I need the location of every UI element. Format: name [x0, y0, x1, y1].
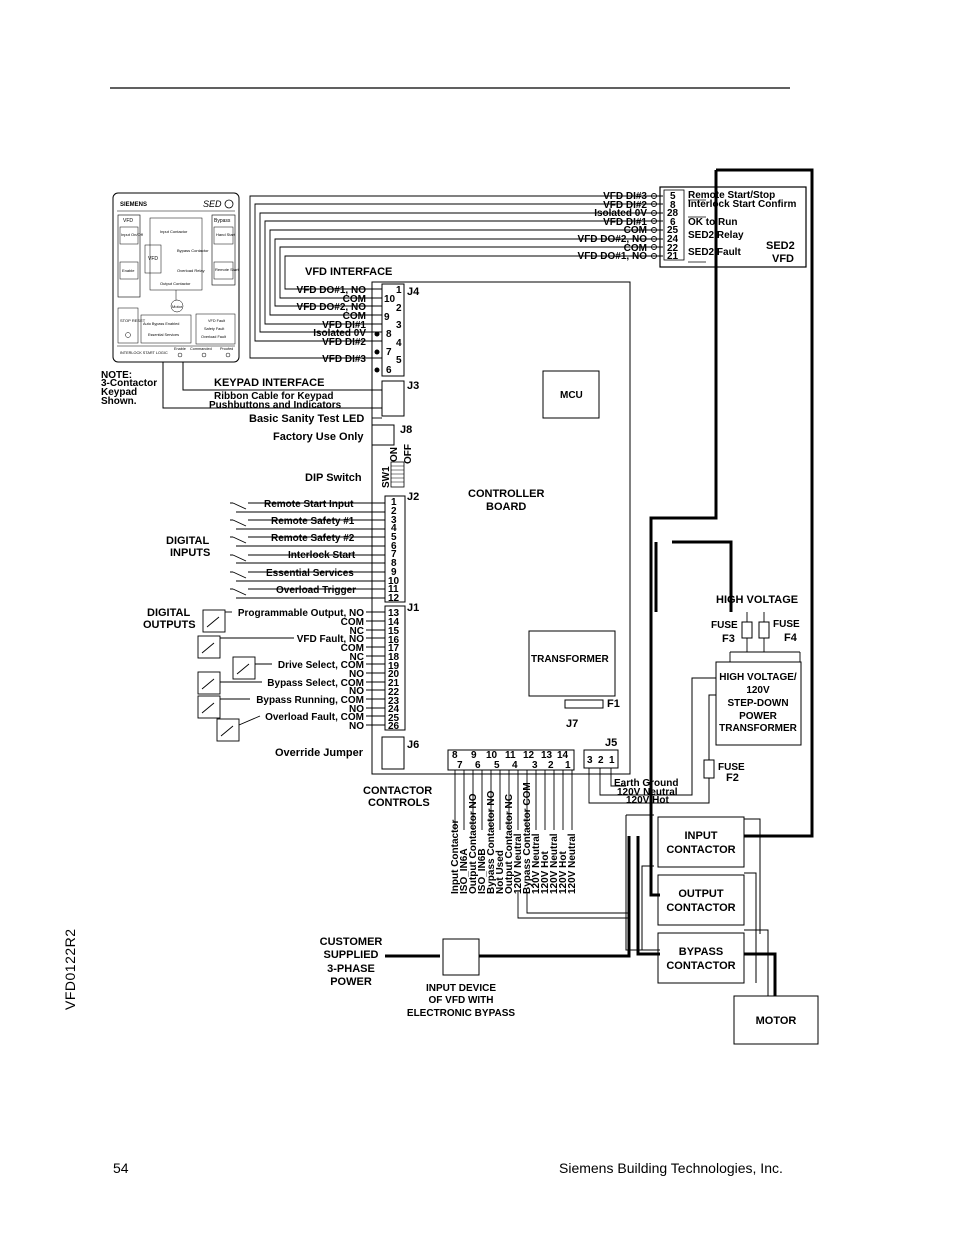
- svg-text:Drive Select, COM: Drive Select, COM: [277, 660, 364, 671]
- svg-text:8: 8: [386, 329, 392, 340]
- svg-text:Remote Safety #2: Remote Safety #2: [271, 533, 355, 544]
- svg-text:COM: COM: [340, 617, 364, 628]
- svg-text:OK to Run: OK to Run: [688, 217, 738, 228]
- keypad-vfd-fault: VFD Fault: [208, 319, 226, 323]
- svg-text:2: 2: [598, 755, 604, 766]
- svg-text:Interlock Start: Interlock Start: [288, 550, 356, 561]
- svg-text:POWER: POWER: [739, 711, 777, 722]
- svg-text:9: 9: [471, 750, 477, 761]
- svg-text:SED2 Fault: SED2 Fault: [688, 247, 741, 258]
- svg-text:DIGITAL: DIGITAL: [166, 535, 210, 547]
- svg-text:F3: F3: [722, 633, 735, 645]
- svg-text:11: 11: [388, 584, 399, 595]
- output-contactor: [658, 875, 744, 925]
- keypad-led-enable: Enable: [174, 347, 186, 351]
- contactor-controls-title: [363, 785, 432, 809]
- svg-text:1: 1: [391, 497, 397, 508]
- svg-text:NO: NO: [349, 669, 364, 680]
- svg-text:Remote Start Input: Remote Start Input: [264, 499, 354, 510]
- svg-text:VFD DI#1: VFD DI#1: [603, 217, 647, 228]
- input-device: [443, 939, 479, 975]
- contactor-control-labels: [450, 782, 578, 894]
- svg-text:Interlock Start Confirm: Interlock Start Confirm: [688, 199, 797, 210]
- svg-text:120V Neutral: 120V Neutral: [531, 833, 542, 894]
- svg-text:21: 21: [667, 251, 679, 262]
- svg-text:ISO_IN6B: ISO_IN6B: [477, 848, 488, 894]
- keypad-input-onoff: Input On/Off: [121, 232, 143, 237]
- svg-text:Isolated 0V: Isolated 0V: [313, 328, 366, 339]
- vfd-interface-title: VFD INTERFACE: [305, 266, 393, 278]
- svg-text:8: 8: [391, 558, 397, 569]
- svg-text:7: 7: [457, 760, 463, 771]
- bypass-contactor: [658, 933, 744, 983]
- controller-board-subtitle: BOARD: [486, 501, 527, 513]
- keypad-brand: SIEMENS: [120, 202, 148, 208]
- svg-text:4: 4: [512, 760, 518, 771]
- keypad-interface-sub1: Ribbon Cable for Keypad: [214, 391, 334, 402]
- keypad-illustration: [113, 193, 239, 362]
- svg-text:INPUTS: INPUTS: [170, 547, 211, 559]
- svg-text:28: 28: [667, 208, 679, 219]
- svg-text:VFD Fault, NO: VFD Fault, NO: [296, 634, 364, 645]
- svg-text:Keypad: Keypad: [101, 387, 138, 398]
- svg-text:POWER: POWER: [330, 976, 372, 988]
- j5-labels: [614, 778, 678, 806]
- svg-text:OF VFD WITH: OF VFD WITH: [428, 995, 494, 1006]
- svg-text:VFD DI#1: VFD DI#1: [322, 320, 366, 331]
- svg-text:12: 12: [523, 750, 535, 761]
- keypad-vfd-label: VFD: [123, 218, 133, 224]
- j2-label: J2: [407, 491, 420, 503]
- svg-text:8: 8: [452, 750, 458, 761]
- customer-power-label: [320, 936, 383, 988]
- svg-text:Bypass Contactor COM: Bypass Contactor COM: [522, 782, 533, 894]
- keypad-vfd-box: VFD: [148, 256, 158, 262]
- svg-text:INPUT: INPUT: [684, 830, 718, 842]
- svg-text:COM: COM: [342, 311, 366, 322]
- keypad-hand-start: Hand Start: [216, 232, 236, 237]
- svg-text:6: 6: [391, 541, 397, 552]
- svg-text:ON: ON: [389, 447, 400, 462]
- svg-text:2: 2: [391, 506, 397, 517]
- svg-text:Input Contactor: Input Contactor: [450, 819, 461, 894]
- svg-text:Remote Safety #1: Remote Safety #1: [271, 516, 355, 527]
- svg-text:3-Contactor: 3-Contactor: [101, 378, 158, 389]
- svg-text:13: 13: [541, 750, 553, 761]
- svg-text:FUSE: FUSE: [773, 619, 800, 630]
- j6-label: J6: [407, 739, 420, 751]
- svg-text:21: 21: [388, 678, 400, 689]
- mcu-label: MCU: [560, 390, 583, 401]
- sed-logo-icon: [225, 200, 233, 208]
- keypad-remote-start: Remote Start: [215, 267, 239, 272]
- keypad-essential-services: Essential Services: [148, 333, 180, 337]
- svg-text:NOTE:: NOTE:: [101, 370, 133, 381]
- svg-text:10: 10: [388, 576, 400, 587]
- sed2-title: SED2: [766, 240, 795, 252]
- svg-text:COM: COM: [340, 643, 364, 654]
- svg-text:12: 12: [388, 593, 400, 604]
- svg-text:23: 23: [388, 696, 400, 707]
- j8-label: J8: [400, 424, 413, 436]
- fuse-f3: [711, 612, 752, 652]
- svg-text:5: 5: [391, 532, 397, 543]
- svg-text:Not Used: Not Used: [495, 850, 506, 894]
- svg-text:22: 22: [667, 243, 679, 254]
- svg-text:4: 4: [396, 338, 402, 349]
- svg-text:26: 26: [388, 721, 400, 732]
- keypad-output-contactor: Output Contactor: [160, 281, 191, 286]
- company-name: Siemens Building Technologies, Inc.: [559, 1160, 783, 1176]
- svg-text:Earth Ground: Earth Ground: [614, 778, 679, 789]
- svg-text:19: 19: [388, 661, 400, 672]
- svg-text:120V Neutral: 120V Neutral: [567, 833, 578, 894]
- svg-text:VFD DI#2: VFD DI#2: [603, 200, 647, 211]
- svg-text:2: 2: [548, 760, 554, 771]
- svg-text:Output Contactor NO: Output Contactor NO: [468, 793, 479, 894]
- svg-text:MOTOR: MOTOR: [755, 1015, 797, 1027]
- dip-switch: [381, 444, 414, 488]
- svg-text:Bypass Contactor NO: Bypass Contactor NO: [486, 790, 497, 894]
- j3-label: J3: [407, 380, 420, 392]
- keypad-overload-relay: Overload Relay: [177, 268, 205, 273]
- svg-text:5: 5: [670, 191, 676, 202]
- svg-text:VFD DI#3: VFD DI#3: [603, 191, 647, 202]
- svg-text:VFD DO#2, NO: VFD DO#2, NO: [577, 234, 647, 245]
- keypad-logo: SED: [203, 199, 222, 209]
- svg-text:VFD DO#1, NO: VFD DO#1, NO: [296, 285, 366, 296]
- svg-text:VFD DO#1, NO: VFD DO#1, NO: [577, 251, 647, 262]
- input-device-label: [407, 983, 515, 1019]
- basic-sanity-label: Basic Sanity Test LED: [249, 413, 365, 425]
- svg-text:1: 1: [396, 285, 402, 296]
- svg-text:24: 24: [667, 234, 679, 245]
- svg-text:4: 4: [391, 523, 397, 534]
- factory-use-label: Factory Use Only: [273, 431, 364, 443]
- digital-outputs-title: [143, 607, 196, 631]
- svg-text:CUSTOMER: CUSTOMER: [319, 936, 383, 948]
- keypad-stop-reset: STOP RESET: [120, 318, 146, 323]
- svg-text:9: 9: [384, 312, 390, 323]
- svg-text:Essential Services: Essential Services: [266, 568, 354, 579]
- j5-terminal-block: [584, 737, 618, 768]
- svg-text:HIGH VOLTAGE/: HIGH VOLTAGE/: [719, 672, 797, 683]
- keypad-safety-fault: Safety Fault: [204, 327, 225, 331]
- svg-text:CONTACTOR: CONTACTOR: [363, 785, 433, 797]
- svg-text:3: 3: [391, 515, 397, 526]
- dip-switch-label: DIP Switch: [305, 472, 362, 484]
- svg-text:5: 5: [494, 760, 500, 771]
- keypad-auto-bypass: Auto Bypass Enabled: [143, 322, 180, 326]
- fuse-f4: [759, 612, 800, 652]
- svg-text:OFF: OFF: [403, 444, 414, 464]
- svg-text:CONTACTOR: CONTACTOR: [666, 844, 736, 856]
- svg-text:120V Neutral: 120V Neutral: [549, 833, 560, 894]
- svg-text:8: 8: [670, 200, 676, 211]
- svg-text:Remote Start/Stop: Remote Start/Stop: [688, 190, 776, 201]
- high-voltage-title: HIGH VOLTAGE: [716, 594, 799, 606]
- svg-text:VFD DI#3: VFD DI#3: [322, 354, 366, 365]
- svg-text:NC: NC: [349, 652, 364, 663]
- svg-text:VFD DO#2, NO: VFD DO#2, NO: [296, 302, 366, 313]
- j3-connector: [382, 381, 404, 416]
- j8-connector: [372, 425, 394, 445]
- board-transformer-label: TRANSFORMER: [531, 654, 609, 665]
- keypad-interface-sub2: Pushbuttons and Indicators: [209, 400, 342, 411]
- controller-board-title: CONTROLLER: [468, 488, 545, 500]
- svg-text:Shown.: Shown.: [101, 396, 137, 407]
- svg-text:FUSE: FUSE: [711, 620, 738, 631]
- digital-output-labels: [238, 608, 364, 732]
- keypad-overload-fault: Overload Fault: [201, 335, 226, 339]
- svg-text:7: 7: [386, 347, 392, 358]
- svg-text:24: 24: [388, 704, 400, 715]
- svg-text:1: 1: [609, 755, 615, 766]
- override-jumper-label: Override Jumper: [275, 747, 364, 759]
- svg-text:25: 25: [388, 713, 400, 724]
- fuse-f2: [704, 760, 745, 784]
- sed2-left-labels: [578, 191, 648, 262]
- svg-text:CONTACTOR: CONTACTOR: [666, 960, 736, 972]
- svg-text:120V Hot: 120V Hot: [558, 851, 569, 894]
- svg-text:3: 3: [587, 755, 593, 766]
- digital-inputs-title: [166, 535, 210, 559]
- svg-text:DIGITAL: DIGITAL: [147, 607, 191, 619]
- svg-text:FUSE: FUSE: [718, 762, 745, 773]
- svg-text:13: 13: [388, 608, 400, 619]
- svg-text:SED2 Relay: SED2 Relay: [688, 230, 744, 241]
- svg-text:Output Contactor NC: Output Contactor NC: [504, 794, 515, 894]
- svg-text:Overload Trigger: Overload Trigger: [276, 585, 357, 596]
- svg-text:NO: NO: [349, 721, 364, 732]
- svg-text:SUPPLIED: SUPPLIED: [323, 949, 379, 961]
- svg-text:NO: NO: [349, 704, 364, 715]
- svg-text:25: 25: [667, 225, 679, 236]
- svg-text:14: 14: [388, 617, 400, 628]
- svg-text:COM: COM: [623, 225, 647, 236]
- sed2-vfd: [578, 187, 806, 267]
- f1-fuse: [565, 700, 603, 708]
- svg-text:OUTPUTS: OUTPUTS: [143, 619, 196, 631]
- svg-text:CONTACTOR: CONTACTOR: [666, 902, 736, 914]
- svg-text:20: 20: [388, 669, 400, 680]
- svg-text:COM: COM: [623, 243, 647, 254]
- svg-text:NO: NO: [349, 686, 364, 697]
- svg-text:10: 10: [384, 294, 396, 305]
- svg-text:3: 3: [396, 320, 402, 331]
- hv-transformer-label: [719, 672, 798, 734]
- j5-label: J5: [605, 737, 618, 749]
- svg-text:STEP-DOWN: STEP-DOWN: [727, 698, 789, 709]
- j4-label: J4: [407, 286, 420, 298]
- input-contactor: [658, 817, 744, 867]
- svg-text:7: 7: [391, 549, 397, 560]
- svg-text:SW1: SW1: [381, 466, 392, 488]
- svg-text:16: 16: [388, 635, 400, 646]
- j1-terminal-block: [385, 602, 419, 732]
- keypad-input-contactor: Input Contactor: [160, 229, 188, 234]
- svg-text:120V Neutral: 120V Neutral: [617, 787, 678, 798]
- svg-text:BYPASS: BYPASS: [678, 946, 724, 958]
- svg-text:COM: COM: [342, 294, 366, 305]
- svg-text:120V Neutral: 120V Neutral: [513, 833, 524, 894]
- keypad-interface-title: KEYPAD INTERFACE: [214, 377, 325, 389]
- svg-text:CONTROLS: CONTROLS: [368, 797, 430, 809]
- svg-text:6: 6: [670, 217, 676, 228]
- keypad-bypass-label: Bypass: [214, 218, 231, 224]
- svg-text:10: 10: [486, 750, 498, 761]
- svg-text:120V Hot: 120V Hot: [626, 795, 669, 806]
- keypad-motor: Motor: [172, 304, 183, 309]
- svg-text:OUTPUT: OUTPUT: [678, 888, 724, 900]
- svg-text:ISO_IN6A: ISO_IN6A: [459, 848, 470, 894]
- svg-text:9: 9: [391, 567, 397, 578]
- keypad-interlock-logic: INTERLOCK START LOGIC: [120, 351, 168, 355]
- svg-text:17: 17: [388, 643, 400, 654]
- motor: [734, 996, 818, 1044]
- page-number: 54: [113, 1160, 129, 1176]
- svg-text:INPUT DEVICE: INPUT DEVICE: [425, 983, 497, 994]
- svg-text:Programmable Output, NO: Programmable Output, NO: [237, 608, 364, 619]
- svg-text:11: 11: [505, 750, 516, 761]
- svg-text:15: 15: [388, 626, 400, 637]
- keypad-enable: Enable: [122, 268, 135, 273]
- svg-text:3-PHASE: 3-PHASE: [327, 963, 375, 975]
- j7-label: J7: [566, 718, 579, 730]
- svg-text:6: 6: [475, 760, 481, 771]
- svg-text:2: 2: [396, 303, 402, 314]
- vfd-interface-labels: [297, 285, 367, 365]
- svg-text:TRANSFORMER: TRANSFORMER: [719, 723, 797, 734]
- keypad-led-commanded: Commanded: [190, 347, 212, 351]
- svg-text:F4: F4: [784, 632, 797, 644]
- keypad-led-proofed: Proofed: [220, 347, 234, 351]
- svg-text:22: 22: [388, 687, 400, 698]
- svg-text:5: 5: [396, 355, 402, 366]
- svg-text:120V Hot: 120V Hot: [540, 851, 551, 894]
- svg-text:6: 6: [386, 365, 392, 376]
- document-code: VFD0122R2: [62, 928, 78, 1010]
- svg-text:F2: F2: [726, 772, 739, 784]
- j7-terminal-block: [448, 750, 574, 771]
- keypad-note: [101, 370, 157, 407]
- j1-label: J1: [407, 602, 420, 614]
- keypad-bypass-contactor: Bypass Contactor: [177, 248, 209, 253]
- svg-text:VFD DI#2: VFD DI#2: [322, 337, 366, 348]
- sed2-subtitle: VFD: [772, 253, 794, 265]
- svg-text:Bypass Select, COM: Bypass Select, COM: [267, 678, 364, 689]
- j2-terminal-block: [385, 491, 419, 604]
- f1-label: F1: [607, 698, 620, 710]
- svg-text:120V: 120V: [746, 685, 770, 696]
- svg-text:18: 18: [388, 652, 400, 663]
- svg-text:1: 1: [565, 760, 571, 771]
- svg-text:14: 14: [557, 750, 569, 761]
- svg-text:3: 3: [532, 760, 538, 771]
- sed2-terminals: [667, 191, 679, 262]
- svg-text:Overload Fault, COM: Overload Fault, COM: [265, 712, 364, 723]
- svg-text:Bypass Running, COM: Bypass Running, COM: [256, 695, 364, 706]
- j6-connector: [382, 737, 404, 769]
- svg-text:NC: NC: [349, 626, 364, 637]
- svg-text:Isolated 0V: Isolated 0V: [594, 208, 647, 219]
- svg-text:ELECTRONIC BYPASS: ELECTRONIC BYPASS: [406, 1008, 516, 1019]
